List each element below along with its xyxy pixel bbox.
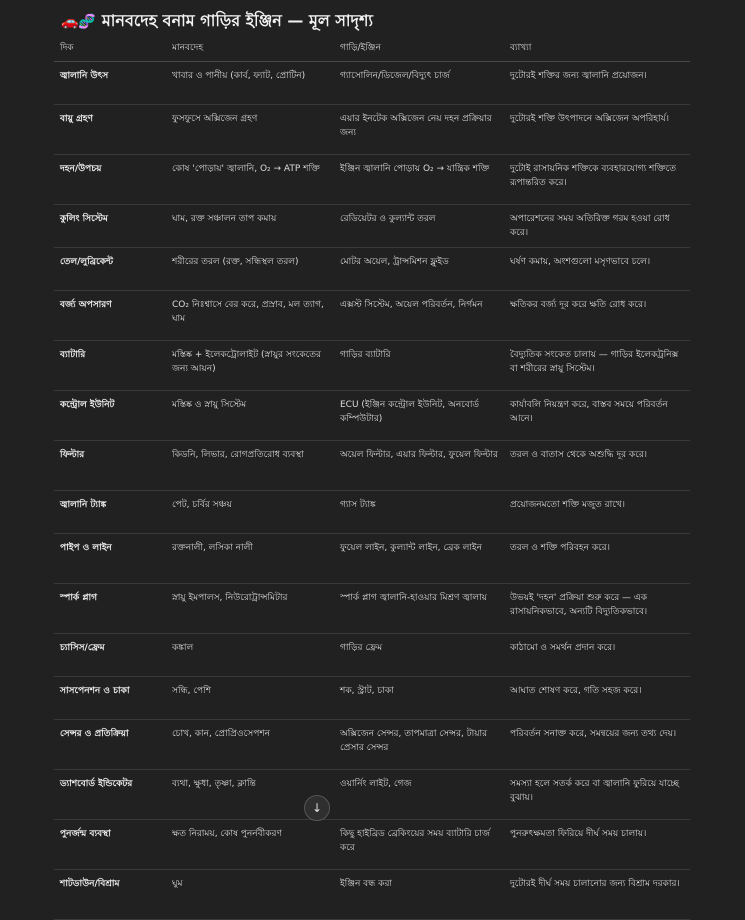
arrow-down-icon: ↓ <box>311 801 323 815</box>
cell-aspect: ড্যাশবোর্ড ইন্ডিকেটর <box>54 770 166 820</box>
cell-human-body: পেট, চর্বির সঞ্চয় <box>166 491 334 534</box>
cell-car-engine: ফুয়েল লাইন, কুল্যান্ট লাইন, ব্রেক লাইন <box>334 534 504 584</box>
table-row <box>54 391 690 441</box>
comparison-table <box>54 38 690 920</box>
cell-car-engine: গাড়ির ফ্রেম <box>334 634 504 677</box>
cell-car-engine: রেডিয়েটর ও কুল্যান্ট তরল <box>334 205 504 248</box>
cell-car-engine: গাড়ির ব্যাটারি <box>334 341 504 391</box>
scroll-down-button[interactable] <box>304 795 330 821</box>
cell-human-body: কঙ্কাল <box>166 634 334 677</box>
cell-explanation: পরিবর্তন সনাক্ত করে, সমন্বয়ের জন্য তথ্য দেয়। <box>504 720 690 770</box>
header-explanation: ব্যাখ্যা <box>504 38 690 62</box>
cell-aspect: কুলিং সিস্টেম <box>54 205 166 248</box>
table-row <box>54 248 690 291</box>
cell-car-engine: ইঞ্জিন জ্বালানি পোড়ায় O₂ → যান্ত্রিক শক্তি <box>334 155 504 205</box>
table-row <box>54 341 690 391</box>
cell-car-engine: স্পার্ক প্লাগ জ্বালানি-হাওয়ার মিশ্রণ জ্বালায় <box>334 584 504 634</box>
table-row <box>54 441 690 491</box>
cell-aspect: পাইপ ও লাইন <box>54 534 166 584</box>
cell-human-body: কিডনি, লিভার, রোগপ্রতিরোধ ব্যবস্থা <box>166 441 334 491</box>
cell-aspect: স্পার্ক প্লাগ <box>54 584 166 634</box>
cell-human-body: স্নায়ু ইমপালস, নিউরোট্রান্সমিটার <box>166 584 334 634</box>
cell-aspect: শাটডাউন/বিশ্রাম <box>54 870 166 920</box>
cell-car-engine: ওয়ার্নিং লাইট, গেজ <box>334 770 504 820</box>
cell-human-body: সন্ধি, পেশি <box>166 677 334 720</box>
header-human-body: মানবদেহ <box>166 38 334 62</box>
cell-aspect: কন্ট্রোল ইউনিট <box>54 391 166 441</box>
cell-aspect: তেল/লুব্রিকেন্ট <box>54 248 166 291</box>
cell-human-body: খাবার ও পানীয় (কার্ব, ফ্যাট, প্রোটিন) <box>166 62 334 105</box>
page-title-text: মানবদেহ বনাম গাড়ির ইঞ্জিন — মূল সাদৃশ্য <box>101 11 374 30</box>
cell-explanation: ক্ষতিকর বর্জ্য দূর করে ক্ষতি রোধ করে। <box>504 291 690 341</box>
cell-explanation: পুনরুৎক্ষমতা ফিরিয়ে দীর্ঘ সময় চালায়। <box>504 820 690 870</box>
table-row <box>54 155 690 205</box>
cell-explanation: কাঠামো ও সমর্থন প্রদান করে। <box>504 634 690 677</box>
cell-human-body: CO₂ নিঃশ্বাসে বের করে, প্রস্রাব, মল ত্যাগ, ঘাম <box>166 291 334 341</box>
cell-human-body: ঘুম <box>166 870 334 920</box>
cell-car-engine: এক্সস্ট সিস্টেম, অয়েল পরিবর্তন, নির্গমন <box>334 291 504 341</box>
cell-human-body: চোখ, কান, প্রোপ্রিওসেপশন <box>166 720 334 770</box>
cell-car-engine: গ্যাসোলিন/ডিজেল/বিদ্যুৎ চার্জ <box>334 62 504 105</box>
cell-human-body: রক্তনালী, লসিকা নালী <box>166 534 334 584</box>
table-row <box>54 491 690 534</box>
cell-aspect: দহন/উপচয় <box>54 155 166 205</box>
cell-human-body: শরীরের তরল (রক্ত, সন্ধিস্থল তরল) <box>166 248 334 291</box>
cell-human-body: মস্তিষ্ক ও স্নায়ু সিস্টেম <box>166 391 334 441</box>
cell-aspect: বায়ু গ্রহণ <box>54 105 166 155</box>
cell-car-engine: মোটর অয়েল, ট্রান্সমিশন ফ্লুইড <box>334 248 504 291</box>
cell-car-engine: অয়েল ফিল্টার, এয়ার ফিল্টার, ফুয়েল ফিল্টার <box>334 441 504 491</box>
cell-human-body: ঘাম, রক্ত সঞ্চালন তাপ কমায় <box>166 205 334 248</box>
cell-aspect: জ্বালানি উৎস <box>54 62 166 105</box>
table-row <box>54 105 690 155</box>
table-row <box>54 584 690 634</box>
cell-aspect: পুনর্জন্ম ব্যবস্থা <box>54 820 166 870</box>
cell-car-engine: শক, স্ট্রাট, চাকা <box>334 677 504 720</box>
cell-explanation: দুটোরই শক্তির জন্য জ্বালানি প্রয়োজন। <box>504 62 690 105</box>
table-row <box>54 720 690 770</box>
cell-explanation: তরল ও বাতাস থেকে অশুদ্ধি দূর করে। <box>504 441 690 491</box>
cell-aspect: জ্বালানি ট্যাঙ্ক <box>54 491 166 534</box>
cell-aspect: বর্জ্য অপসারণ <box>54 291 166 341</box>
table-row <box>54 677 690 720</box>
cell-car-engine: গ্যাস ট্যাঙ্ক <box>334 491 504 534</box>
cell-car-engine: ECU (ইঞ্জিন কন্ট্রোল ইউনিট, অনবোর্ড কম্পিউটার) <box>334 391 504 441</box>
car-dna-icon: 🚗🧬 <box>61 13 96 30</box>
table-header-row <box>54 38 690 62</box>
cell-car-engine: এয়ার ইনটেক অক্সিজেন নেয় দহন প্রক্রিয়ার জন্য <box>334 105 504 155</box>
cell-explanation: সমস্যা হলে সতর্ক করে বা জ্বালানি ফুরিয়ে যাচ্ছে বুঝায়। <box>504 770 690 820</box>
header-car-engine: গাড়ি/ইঞ্জিন <box>334 38 504 62</box>
table-row <box>54 534 690 584</box>
cell-human-body: কোষ 'পোড়ায়' জ্বালানি, O₂ → ATP শক্তি <box>166 155 334 205</box>
cell-human-body: ক্ষত নিরাময়, কোষ পুনর্নবীকরণ <box>166 820 334 870</box>
cell-human-body: মস্তিষ্ক + ইলেকট্রোলাইট (স্নায়ুর সংকেতের জন্য আয়ন) <box>166 341 334 391</box>
cell-aspect: ফিল্টার <box>54 441 166 491</box>
cell-explanation: আঘাত শোষণ করে, গতি সহজ করে। <box>504 677 690 720</box>
table-row <box>54 634 690 677</box>
cell-aspect: চ্যাসিস/ফ্রেম <box>54 634 166 677</box>
table-row <box>54 291 690 341</box>
table-row <box>54 62 690 105</box>
cell-aspect: সেন্সর ও প্রতিক্রিয়া <box>54 720 166 770</box>
cell-explanation: প্রয়োজনমতো শক্তি মজুত রাখে। <box>504 491 690 534</box>
table-row <box>54 870 690 920</box>
cell-car-engine: ইঞ্জিন বন্ধ করা <box>334 870 504 920</box>
cell-explanation: উভয়ই 'দহন' প্রক্রিয়া শুরু করে — এক রাসায়নিকভাবে, অন্যটি বিদ্যুতিকভাবে। <box>504 584 690 634</box>
cell-car-engine: অক্সিজেন সেন্সর, তাপমাত্রা সেন্সর, টায়ার প্রেসার সেন্সর <box>334 720 504 770</box>
page-title <box>61 8 373 35</box>
cell-car-engine: কিছু হাইব্রিড ব্রেকিংয়ের সময় ব্যাটারি চার্জ করে <box>334 820 504 870</box>
header-aspect: দিক <box>54 38 166 62</box>
table-row <box>54 205 690 248</box>
table-row <box>54 820 690 870</box>
cell-explanation: অপারেশনের সময় অতিরিক্ত গরম হওয়া রোধ করে। <box>504 205 690 248</box>
table-row <box>54 770 690 820</box>
cell-explanation: বৈদ্যুতিক সংকেত চালায় — গাড়ির ইলেকট্রনিক্স বা শরীরের স্নায়ু সিস্টেম। <box>504 341 690 391</box>
cell-explanation: দুটোরই শক্তি উৎপাদনে অক্সিজেন অপরিহার্য। <box>504 105 690 155</box>
cell-aspect: সাসপেনশন ও চাকা <box>54 677 166 720</box>
cell-explanation: ঘর্ষণ কমায়, অংশগুলো মসৃণভাবে চলে। <box>504 248 690 291</box>
cell-human-body: ফুসফুসে অক্সিজেন গ্রহণ <box>166 105 334 155</box>
cell-explanation: দুটোরই দীর্ঘ সময় চালানোর জন্য বিশ্রাম দরকার। <box>504 870 690 920</box>
cell-explanation: দুটোই রাসায়নিক শক্তিকে ব্যবহারযোগ্য শক্তিতে রূপান্তরিত করে। <box>504 155 690 205</box>
cell-human-body: ব্যথা, ক্ষুধা, তৃষ্ণা, ক্লান্তি <box>166 770 334 820</box>
cell-explanation: কার্যাবলি নিয়ন্ত্রণ করে, বাস্তব সময়ে পরিবর্তন আনে। <box>504 391 690 441</box>
cell-aspect: ব্যাটারি <box>54 341 166 391</box>
cell-explanation: তরল ও শক্তি পরিবহন করে। <box>504 534 690 584</box>
